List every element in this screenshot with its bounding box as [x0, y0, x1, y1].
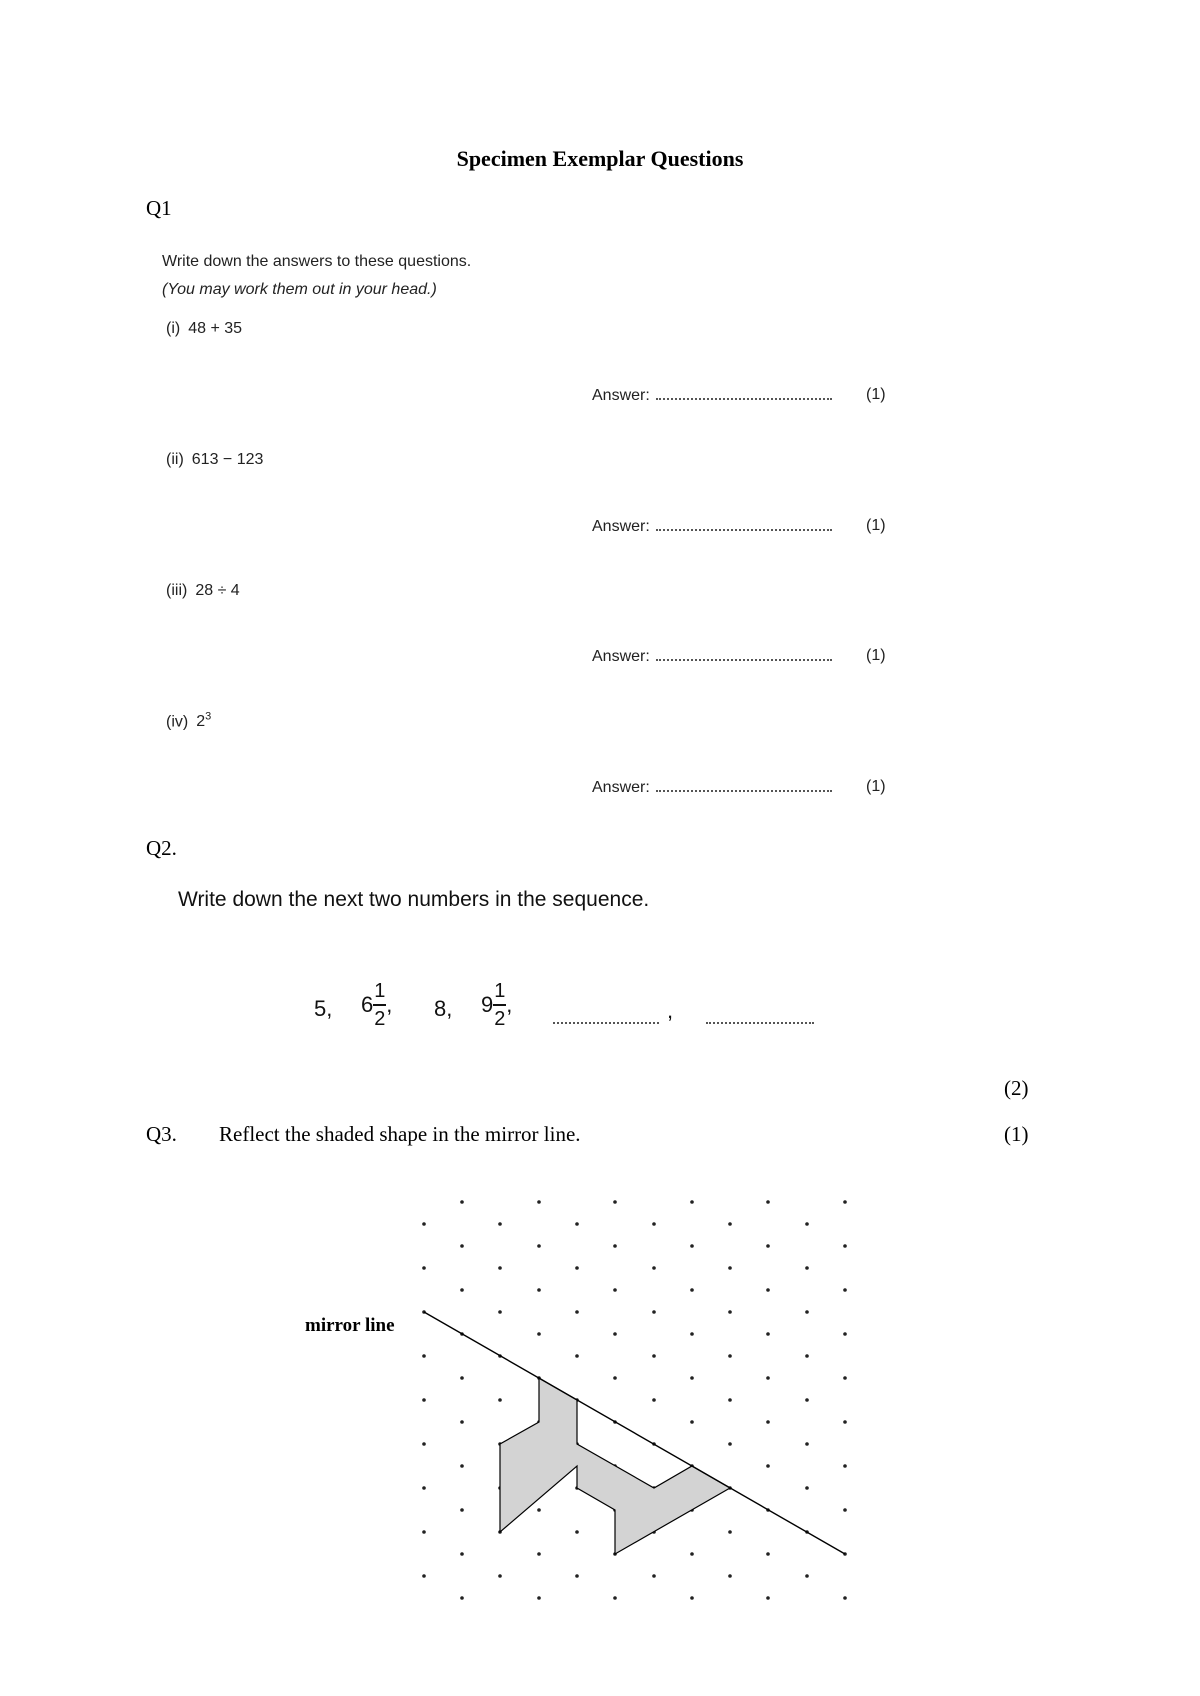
q1-instruction: Write down the answers to these questions. — [162, 253, 472, 270]
answer-label: Answer: — [592, 518, 650, 535]
grid-dot — [575, 1574, 579, 1578]
grid-dot — [460, 1464, 464, 1468]
grid-dot — [460, 1376, 464, 1380]
grid-dot — [728, 1442, 732, 1446]
grid-dot — [766, 1244, 770, 1248]
sequence-separator: , — [667, 998, 674, 1023]
grid-dot — [805, 1442, 809, 1446]
part-expression: 48 + 35 — [188, 320, 243, 337]
fraction-numerator: 1 — [494, 980, 506, 1002]
grid-dot — [690, 1376, 694, 1380]
mixed-whole: 6 — [361, 992, 374, 1017]
grid-dot — [652, 1354, 656, 1358]
grid-dot — [575, 1266, 579, 1270]
grid-dot — [460, 1420, 464, 1424]
grid-dot — [652, 1574, 656, 1578]
grid-dot — [575, 1222, 579, 1226]
grid-dot — [843, 1332, 847, 1336]
grid-dot — [537, 1508, 541, 1512]
grid-dot — [843, 1244, 847, 1248]
sequence-term-3: 8, — [434, 996, 453, 1021]
grid-dot — [766, 1464, 770, 1468]
grid-dot — [843, 1420, 847, 1424]
grid-dot — [766, 1332, 770, 1336]
grid-dot — [498, 1222, 502, 1226]
grid-dot — [422, 1486, 426, 1490]
grid-dot — [575, 1530, 579, 1534]
part-number: (iv) — [166, 713, 189, 731]
grid-dot — [537, 1288, 541, 1292]
grid-dot — [652, 1398, 656, 1402]
power-exponent: 3 — [205, 711, 212, 723]
q2-instruction: Write down the next two numbers in the sequence. — [178, 888, 650, 911]
grid-dot — [460, 1244, 464, 1248]
grid-dot — [690, 1596, 694, 1600]
grid-dot — [728, 1398, 732, 1402]
q1-part-ii-mark: (1) — [866, 517, 886, 534]
grid-dot — [498, 1574, 502, 1578]
grid-dot — [728, 1222, 732, 1226]
grid-dot — [613, 1332, 617, 1336]
grid-dot — [805, 1354, 809, 1358]
grid-dot — [805, 1266, 809, 1270]
grid-dot — [690, 1288, 694, 1292]
grid-dot — [422, 1530, 426, 1534]
answer-label: Answer: — [592, 648, 650, 665]
q1-label: Q1 — [146, 196, 172, 220]
grid-dot — [613, 1376, 617, 1380]
q3-label: Q3. — [146, 1122, 177, 1146]
term-comma: , — [386, 992, 393, 1017]
grid-dot — [843, 1464, 847, 1468]
grid-dot — [537, 1596, 541, 1600]
part-expression: 613 − 123 — [191, 451, 264, 468]
grid-dot — [652, 1310, 656, 1314]
fraction-denominator: 2 — [494, 1008, 506, 1030]
grid-dot — [805, 1486, 809, 1490]
grid-dot — [728, 1574, 732, 1578]
grid-dot — [766, 1596, 770, 1600]
grid-dot — [498, 1266, 502, 1270]
q2-label: Q2. — [146, 836, 177, 860]
fraction-denominator: 2 — [374, 1008, 386, 1030]
grid-dot — [766, 1552, 770, 1556]
grid-dot — [460, 1200, 464, 1204]
grid-dot — [728, 1266, 732, 1270]
grid-dot — [613, 1200, 617, 1204]
grid-dot — [575, 1310, 579, 1314]
grid-dot — [537, 1200, 541, 1204]
part-number: (i) — [166, 320, 181, 337]
grid-dot — [422, 1398, 426, 1402]
grid-dot — [575, 1354, 579, 1358]
q1-part-iii-mark: (1) — [866, 647, 886, 664]
grid-dot — [766, 1420, 770, 1424]
power-base: 2 — [196, 713, 206, 731]
grid-dot — [843, 1288, 847, 1292]
grid-dot — [766, 1288, 770, 1292]
grid-dot — [460, 1552, 464, 1556]
shaded-shape[interactable] — [500, 1378, 730, 1554]
grid-dot — [843, 1200, 847, 1204]
grid-dot — [805, 1222, 809, 1226]
mixed-whole: 9 — [481, 992, 494, 1017]
grid-dot — [422, 1266, 426, 1270]
grid-dot — [613, 1596, 617, 1600]
grid-dot — [690, 1332, 694, 1336]
answer-label: Answer: — [592, 387, 650, 404]
grid-dot — [805, 1310, 809, 1314]
answer-label: Answer: — [592, 779, 650, 796]
grid-dot — [843, 1508, 847, 1512]
grid-dot — [613, 1288, 617, 1292]
q1-part-i-mark: (1) — [866, 386, 886, 403]
q3-mark: (1) — [1004, 1122, 1029, 1146]
grid-dot — [613, 1244, 617, 1248]
grid-dot — [843, 1376, 847, 1380]
grid-dot — [422, 1574, 426, 1578]
q1-part-iv-mark: (1) — [866, 778, 886, 795]
grid-dot — [766, 1376, 770, 1380]
grid-dot — [728, 1310, 732, 1314]
grid-dot — [537, 1332, 541, 1336]
grid-dot — [652, 1266, 656, 1270]
q1-hint: (You may work them out in your head.) — [162, 281, 437, 298]
mirror-line-label: mirror line — [305, 1315, 395, 1336]
grid-dot — [652, 1222, 656, 1226]
sequence-term-1: 5, — [314, 996, 333, 1021]
part-number: (iii) — [166, 582, 188, 599]
grid-dot — [843, 1596, 847, 1600]
grid-dot — [422, 1442, 426, 1446]
grid-dot — [498, 1310, 502, 1314]
grid-dot — [766, 1200, 770, 1204]
grid-dot — [460, 1288, 464, 1292]
grid-dot — [537, 1244, 541, 1248]
grid-dot — [498, 1398, 502, 1402]
grid-dot — [690, 1244, 694, 1248]
grid-dot — [690, 1420, 694, 1424]
grid-dot — [728, 1354, 732, 1358]
grid-dot — [728, 1530, 732, 1534]
part-number: (ii) — [166, 451, 184, 468]
grid-dot — [690, 1552, 694, 1556]
grid-dot — [422, 1354, 426, 1358]
grid-dot — [537, 1552, 541, 1556]
grid-dot — [460, 1508, 464, 1512]
grid-dot — [422, 1222, 426, 1226]
q3-instruction: Reflect the shaded shape in the mirror line. — [219, 1122, 581, 1146]
grid-dot — [690, 1200, 694, 1204]
grid-dot — [460, 1596, 464, 1600]
page-title: Specimen Exemplar Questions — [456, 146, 744, 171]
q2-mark: (2) — [1004, 1076, 1029, 1100]
grid-dot — [805, 1574, 809, 1578]
part-expression: 28 ÷ 4 — [195, 582, 240, 599]
fraction-numerator: 1 — [374, 980, 386, 1002]
term-comma: , — [506, 992, 513, 1017]
grid-dot — [805, 1398, 809, 1402]
